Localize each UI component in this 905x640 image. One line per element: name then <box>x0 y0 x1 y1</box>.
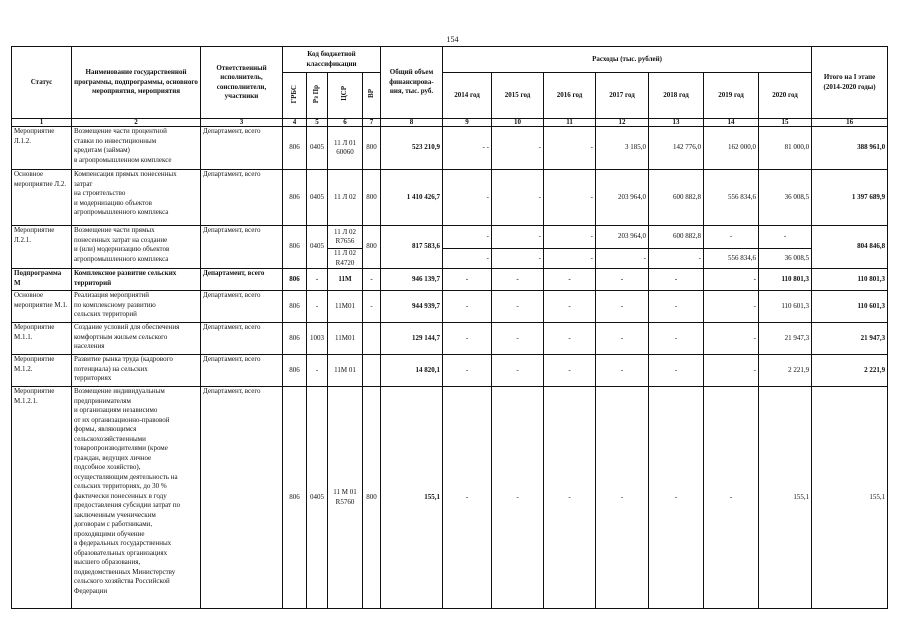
row-year-value: - <box>443 269 492 291</box>
row-year-value: - <box>596 291 649 323</box>
row-year-value: 36 008,5 <box>759 170 812 226</box>
row-responsible: Департамент, всего <box>201 127 283 170</box>
row-year-value: - <box>492 226 544 249</box>
row-grbs: 806 <box>283 269 307 291</box>
row-grbs: 806 <box>283 226 307 269</box>
row-responsible: Департамент, всего <box>201 355 283 387</box>
row-csr: 11 М 01 R5760 <box>328 387 363 609</box>
row-year-value: - <box>544 170 596 226</box>
row-csr: 11 Л 02 <box>328 170 363 226</box>
header-year: 2017 год <box>596 73 649 119</box>
row-year-value: - <box>704 387 759 609</box>
table-row <box>12 170 888 226</box>
row-status: Основное мероприятие Л.2. <box>12 170 72 226</box>
row-year-value: - <box>596 355 649 387</box>
header-responsible: Ответственный исполнитель, соисполнители, участники <box>201 47 283 119</box>
row-year-value: - <box>704 323 759 355</box>
row-responsible: Департамент, всего <box>201 170 283 226</box>
row-year-value: 556 834,6 <box>704 249 759 269</box>
row-year-value: - <box>759 226 812 249</box>
row-year-value: - <box>492 323 544 355</box>
row-total: 1 410 426,7 <box>381 170 443 226</box>
row-year-value: 142 776,0 <box>649 127 704 170</box>
col-number: 8 <box>381 119 443 127</box>
col-number: 7 <box>363 119 381 127</box>
table-row <box>12 269 888 291</box>
row-year-value: - <box>443 323 492 355</box>
row-status: Мероприятие М.1.2.1. <box>12 387 72 609</box>
row-itogo: 110 601,3 <box>812 291 888 323</box>
col-number: 9 <box>443 119 492 127</box>
row-name: Комплексное развитие сельских территорий <box>72 269 201 291</box>
col-number: 13 <box>649 119 704 127</box>
col-number: 11 <box>544 119 596 127</box>
row-rzpr: 0405 <box>307 387 328 609</box>
row-rzpr: - <box>307 291 328 323</box>
row-itogo: 2 221,9 <box>812 355 888 387</box>
row-year-value: - <box>492 355 544 387</box>
table-row <box>12 127 888 170</box>
row-year-value: 556 834,6 <box>704 170 759 226</box>
col-number: 16 <box>812 119 888 127</box>
row-itogo: 388 961,0 <box>812 127 888 170</box>
row-total: 946 139,7 <box>381 269 443 291</box>
row-vr <box>363 323 381 355</box>
row-name: Возмещение части процентной ставки по инвестиционным кредитам (займам) в агропромышленном комплексе <box>72 127 201 170</box>
row-grbs: 806 <box>283 323 307 355</box>
col-number: 1 <box>12 119 72 127</box>
row-year-value: 162 000,0 <box>704 127 759 170</box>
row-year-value: - <box>544 355 596 387</box>
row-year-value: - <box>492 170 544 226</box>
row-year-value: - <box>544 127 596 170</box>
row-rzpr: 0405 <box>307 226 328 269</box>
col-number: 2 <box>72 119 201 127</box>
header-year: 2015 год <box>492 73 544 119</box>
row-year-value: - <box>544 249 596 269</box>
row-csr: 11 Л 02 R7656 <box>328 226 363 249</box>
row-vr: 800 <box>363 226 381 269</box>
row-year-value: - <box>704 291 759 323</box>
row-total: 129 144,7 <box>381 323 443 355</box>
row-year-value: - <box>704 355 759 387</box>
table-row <box>12 226 888 249</box>
header-status: Статус <box>12 47 72 119</box>
header-vr: ВР <box>363 73 381 119</box>
row-total: 14 820,1 <box>381 355 443 387</box>
row-year-value: - - <box>443 127 492 170</box>
row-csr: 11М01 <box>328 291 363 323</box>
row-year-value: - <box>544 226 596 249</box>
row-csr: 11М 01 <box>328 355 363 387</box>
col-number: 12 <box>596 119 649 127</box>
row-vr <box>363 355 381 387</box>
row-vr: 800 <box>363 170 381 226</box>
header-csr: ЦСР <box>328 73 363 119</box>
row-name: Создание условий для обеспечения комфортным жильем сельского населения <box>72 323 201 355</box>
row-year-value: - <box>704 269 759 291</box>
row-csr: 11 Л 01 60060 <box>328 127 363 170</box>
row-year-value: - <box>443 226 492 249</box>
row-grbs: 806 <box>283 127 307 170</box>
row-csr: 11М <box>328 269 363 291</box>
col-number: 10 <box>492 119 544 127</box>
row-status: Подпрограмма М <box>12 269 72 291</box>
header-year: 2020 год <box>759 73 812 119</box>
row-name: Компенсация прямых понесенных затрат на строительство и модернизацию объектов агропромышленного комплекса <box>72 170 201 226</box>
row-year-value: - <box>492 249 544 269</box>
row-year-value: - <box>544 291 596 323</box>
header-kbk: Код бюджетной классификации <box>283 47 381 73</box>
row-vr: 800 <box>363 127 381 170</box>
row-vr: 800 <box>363 387 381 609</box>
row-responsible: Департамент, всего <box>201 269 283 291</box>
row-name: Развитие рынка труда (кадрового потенциала) на сельских территориях <box>72 355 201 387</box>
col-number: 4 <box>283 119 307 127</box>
col-number: 6 <box>328 119 363 127</box>
col-number: 5 <box>307 119 328 127</box>
row-rzpr: 0405 <box>307 127 328 170</box>
row-year-value: - <box>544 387 596 609</box>
header-year: 2014 год <box>443 73 492 119</box>
row-year-value: 36 008,5 <box>759 249 812 269</box>
row-year-value: - <box>443 291 492 323</box>
row-year-value: - <box>649 249 704 269</box>
row-csr: 11 Л 02 R4720 <box>328 249 363 269</box>
row-year-value: - <box>544 269 596 291</box>
row-year-value: - <box>492 127 544 170</box>
row-grbs: 806 <box>283 355 307 387</box>
row-year-value: 110 801,3 <box>759 269 812 291</box>
row-responsible: Департамент, всего <box>201 387 283 609</box>
row-year-value: - <box>443 170 492 226</box>
row-year-value: - <box>492 387 544 609</box>
row-year-value: - <box>596 249 649 269</box>
row-year-value: 600 882,8 <box>649 170 704 226</box>
header-name: Наименование государственной программы, подпрограммы, основного мероприятия, мероприятия <box>72 47 201 119</box>
row-year-value: - <box>443 249 492 269</box>
row-vr: - <box>363 269 381 291</box>
header-expenses: Расходы (тыс. рублей) <box>443 47 812 73</box>
row-year-value: 81 000,0 <box>759 127 812 170</box>
col-number: 3 <box>201 119 283 127</box>
row-status: Мероприятие М.1.2. <box>12 355 72 387</box>
row-rzpr: 1003 <box>307 323 328 355</box>
row-name: Возмещение индивидуальным предпринимателям и организациям независимо от их организационно-правовой формы, являющимся сельскохозяйственными товаропроизводителями (кроме граждан, ведущих личное подсобное хозяйство), осуществляющим деятельность на сельских территориях, до 30 % фактически понесенных в году предоставления субсидии затрат по заключенным ученическим договорам с работниками, проходящими обучение в федеральных государственных образовательных организациях высшего образования, подведомственных Министерству сельского хозяйства Российской Федерации <box>72 387 201 609</box>
header-rzpr: Рз Пр <box>307 73 328 119</box>
row-year-value: 155,1 <box>759 387 812 609</box>
header-itogo: Итого на I этапе (2014-2020 годы) <box>812 47 888 119</box>
row-year-value: 600 882,8 <box>649 226 704 249</box>
row-grbs: 806 <box>283 170 307 226</box>
row-year-value: - <box>492 291 544 323</box>
row-status: Мероприятие Л.2.1. <box>12 226 72 269</box>
row-year-value: - <box>596 269 649 291</box>
row-rzpr: 0405 <box>307 170 328 226</box>
row-year-value: 21 947,3 <box>759 323 812 355</box>
row-itogo: 1 397 689,9 <box>812 170 888 226</box>
row-total: 523 210,9 <box>381 127 443 170</box>
header-year: 2018 год <box>649 73 704 119</box>
row-name: Реализация мероприятий по комплексному развитию сельских территорий <box>72 291 201 323</box>
row-year-value: - <box>596 387 649 609</box>
row-status: Мероприятие М.1.1. <box>12 323 72 355</box>
row-year-value: - <box>649 269 704 291</box>
row-total: 155,1 <box>381 387 443 609</box>
row-vr: - <box>363 291 381 323</box>
row-year-value: - <box>649 291 704 323</box>
header-year: 2016 год <box>544 73 596 119</box>
row-year-value: - <box>649 387 704 609</box>
table-row <box>12 387 888 609</box>
row-year-value: - <box>596 323 649 355</box>
row-itogo: 155,1 <box>812 387 888 609</box>
row-year-value: 110 601,3 <box>759 291 812 323</box>
row-grbs: 806 <box>283 291 307 323</box>
row-year-value: - <box>492 269 544 291</box>
row-itogo: 804 846,8 <box>812 226 888 269</box>
col-number: 14 <box>704 119 759 127</box>
row-itogo: 110 801,3 <box>812 269 888 291</box>
row-year-value: - <box>649 355 704 387</box>
row-year-value: - <box>443 355 492 387</box>
table-row <box>12 355 888 387</box>
row-status: Мероприятие Л.1.2. <box>12 127 72 170</box>
header-grbs: ГРБС <box>283 73 307 119</box>
row-year-value: - <box>443 387 492 609</box>
row-responsible: Департамент, всего <box>201 323 283 355</box>
row-year-value: - <box>544 323 596 355</box>
row-responsible: Департамент, всего <box>201 226 283 269</box>
row-total: 944 939,7 <box>381 291 443 323</box>
col-number: 15 <box>759 119 812 127</box>
table-row <box>12 291 888 323</box>
row-year-value: - <box>704 226 759 249</box>
row-total: 817 583,6 <box>381 226 443 269</box>
row-year-value: - <box>649 323 704 355</box>
page-number: 154 <box>446 35 459 44</box>
header-year: 2019 год <box>704 73 759 119</box>
row-status: Основное мероприятие М.1. <box>12 291 72 323</box>
budget-table-container <box>11 46 888 609</box>
row-name: Возмещение части прямых понесенных затрат на создание и (или) модернизацию объектов агропромышленного комплекса <box>72 226 201 269</box>
row-csr: 11М01 <box>328 323 363 355</box>
row-rzpr: - <box>307 355 328 387</box>
row-responsible: Департамент, всего <box>201 291 283 323</box>
budget-table <box>11 46 888 609</box>
row-itogo: 21 947,3 <box>812 323 888 355</box>
header-total-finance: Общий объем финансирова-ния, тыс. руб. <box>381 47 443 119</box>
row-grbs: 806 <box>283 387 307 609</box>
row-year-value: 2 221,9 <box>759 355 812 387</box>
row-year-value: 203 964,0 <box>596 226 649 249</box>
table-row <box>12 323 888 355</box>
row-year-value: 3 185,0 <box>596 127 649 170</box>
row-year-value: 203 964,0 <box>596 170 649 226</box>
row-rzpr: - <box>307 269 328 291</box>
